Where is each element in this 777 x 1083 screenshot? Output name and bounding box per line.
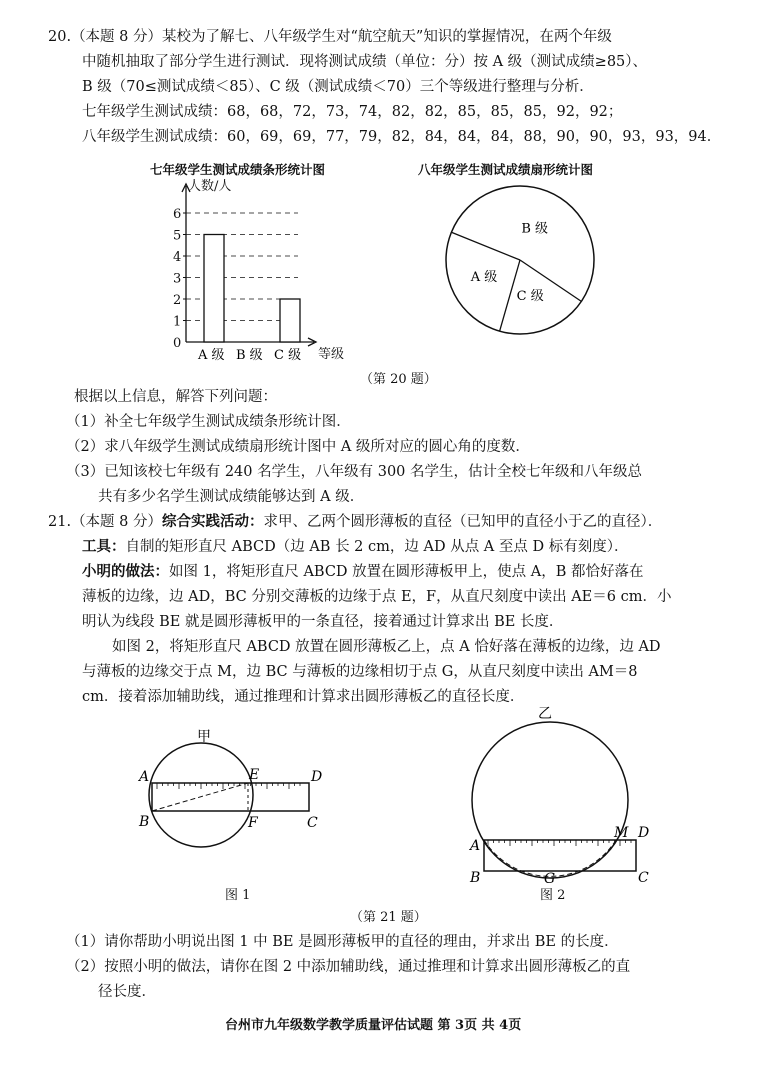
q20-grade7-scores: 七年级学生测试成绩：68，68，72，73，74，82，82，85，85，85，92，92； [82,104,623,120]
fig1-label-b: B [139,814,150,830]
q21-part1: （1）请你帮助小明说出图 1 中 BE 是圆形薄板甲的直径的理由，并求出 BE 的长度． [66,934,619,950]
q20-part2: （2）求八年级学生测试成绩扇形统计图中 A 级所对应的圆心角的度数． [66,439,530,455]
q20-score: （本题 8 分） [71,29,163,45]
q20-line3: B 级（70≤测试成绩＜85）、C 级（测试成绩＜70）三个等级进行整理与分析． [82,79,594,95]
q21-number: 21. [48,514,72,530]
grade8-pie-chart [440,180,600,340]
fig2-label-g: G [544,871,556,887]
q21-method-line5: 与薄板的边缘交于点 M，边 BC 与薄板的边缘相切于点 G，从直尺刻度中读出 AM＝8 [82,664,638,680]
q20-part3-line1: （3）已知该校七年级有 240 名学生，八年级有 300 名学生，估计全校七年级和八年级总 [66,464,643,480]
bar-y-tick-label: 1 [173,314,182,330]
bar-category-label: C 级 [274,348,302,363]
fig2-caption: 图 2 [540,888,566,903]
bar-category-label: B 级 [236,348,263,363]
fig1-title: 甲 [197,729,211,745]
q20-grade8-scores: 八年级学生测试成绩：60，69，69，77，79，82，84，84，84，88，90，90，93，93，94． [82,129,722,145]
q21-tool-line [82,537,628,557]
fig2-label-m: M [614,825,629,841]
q20-line2: 中随机抽取了部分学生进行测试．现将测试成绩（单位：分）按 A 级（测试成绩≥85）、 [82,54,648,70]
q20-part3-line2: 共有多少名学生测试成绩能够达到 A 级． [98,489,365,505]
q21-score: （本题 8 分） [71,514,163,530]
q21-part2-line1: （2）按照小明的做法，请你在图 2 中添加辅助线，通过推理和计算求出圆形薄板乙的直 [66,959,631,975]
fig1-caption: 图 1 [225,888,251,903]
bar-3 [280,299,300,342]
bar-x-label: 等级 [318,347,345,362]
fig1-label-d: D [311,769,323,785]
pie-slice-label: B 级 [521,221,549,237]
fig1-label-f: F [248,815,258,831]
fig1-label-c: C [307,815,318,831]
fig1-label-a: A [139,769,150,785]
bar-y-tick-label: 6 [173,207,182,222]
figure-2-geometry [462,700,682,890]
bar-y-tick-label: 0 [173,336,182,351]
q21-task: 求甲、乙两个圆形薄板的直径（已知甲的直径小于乙的直径）． [263,514,663,530]
q21-figure-caption: （第 21 题） [350,910,427,925]
q20-text1: 某校为了解七、八年级学生对“航空航天”知识的掌握情况，在两个年级 [162,29,612,45]
q20-number: 20. [48,29,72,45]
ruler-abcd-fig1 [152,783,309,811]
q21-method-line2: 薄板的边缘，边 AD，BC 分别交薄板的边缘于点 E，F，从直尺刻度中读出 AE＝6 cm．小 [82,589,672,605]
fig2-label-a: A [470,838,481,854]
q21-method-text1: 如图 1，将矩形直尺 ABCD 放置在圆形薄板甲上，使点 A，B 都恰好落在 [169,564,644,580]
q20-line1 [48,27,612,47]
q21-line1 [48,512,662,532]
pie-slice-label: A 级 [470,270,498,286]
grade7-bar-chart [150,178,380,368]
q20-figure-caption: （第 20 题） [360,372,437,387]
fig1-label-e: E [249,767,260,783]
q21-method-line4: 如图 2，将矩形直尺 ABCD 放置在圆形薄板乙上，点 A 恰好落在薄板的边缘，边 AD [112,639,661,655]
bar-1 [204,235,224,343]
q21-part2-line2: 径长度． [98,984,156,1000]
fig2-label-b: B [470,870,481,886]
q20-intro: 根据以上信息，解答下列问题： [74,389,277,405]
bar-category-label: A 级 [198,348,225,363]
bar-y-label: 人数/人 [188,179,232,194]
fig2-title: 乙 [538,706,552,722]
q21-tool-text: 自制的矩形直尺 ABCD（边 AB 长 2 cm，边 AD 从点 A 至点 D 标有刻度）． [125,539,629,555]
bar-y-tick-label: 4 [173,250,182,265]
page-footer: 台州市九年级数学教学质量评估试题 第 3页 共 4页 [225,1018,522,1033]
segment-be [152,783,248,811]
pie-chart-title: 八年级学生测试成绩扇形统计图 [418,162,594,177]
fig2-label-c: C [638,870,649,886]
circle-jia [149,743,253,847]
bar-y-tick-label: 2 [173,293,182,308]
bar-y-tick-label: 3 [173,271,182,287]
figure-1-geometry [135,725,355,865]
q20-part1: （1）补全七年级学生测试成绩条形统计图． [66,414,351,430]
bar-y-tick-label: 5 [173,228,182,244]
q21-tool-label: 工具： [82,538,126,555]
q21-method-line6: cm．接着添加辅助线，通过推理和计算求出圆形薄板乙的直径长度． [82,689,525,705]
q21-method-line3: 明认为线段 BE 就是圆形薄板甲的一条直径，接着通过计算求出 BE 长度． [82,614,564,630]
pie-slice-label: C 级 [516,288,544,304]
q21-method-label: 小明的做法： [82,563,169,580]
fig2-label-d: D [638,825,650,841]
bar-chart-title: 七年级学生测试成绩条形统计图 [150,162,326,177]
q21-method-line1 [82,562,644,582]
q21-topic: 综合实践活动： [162,513,264,530]
